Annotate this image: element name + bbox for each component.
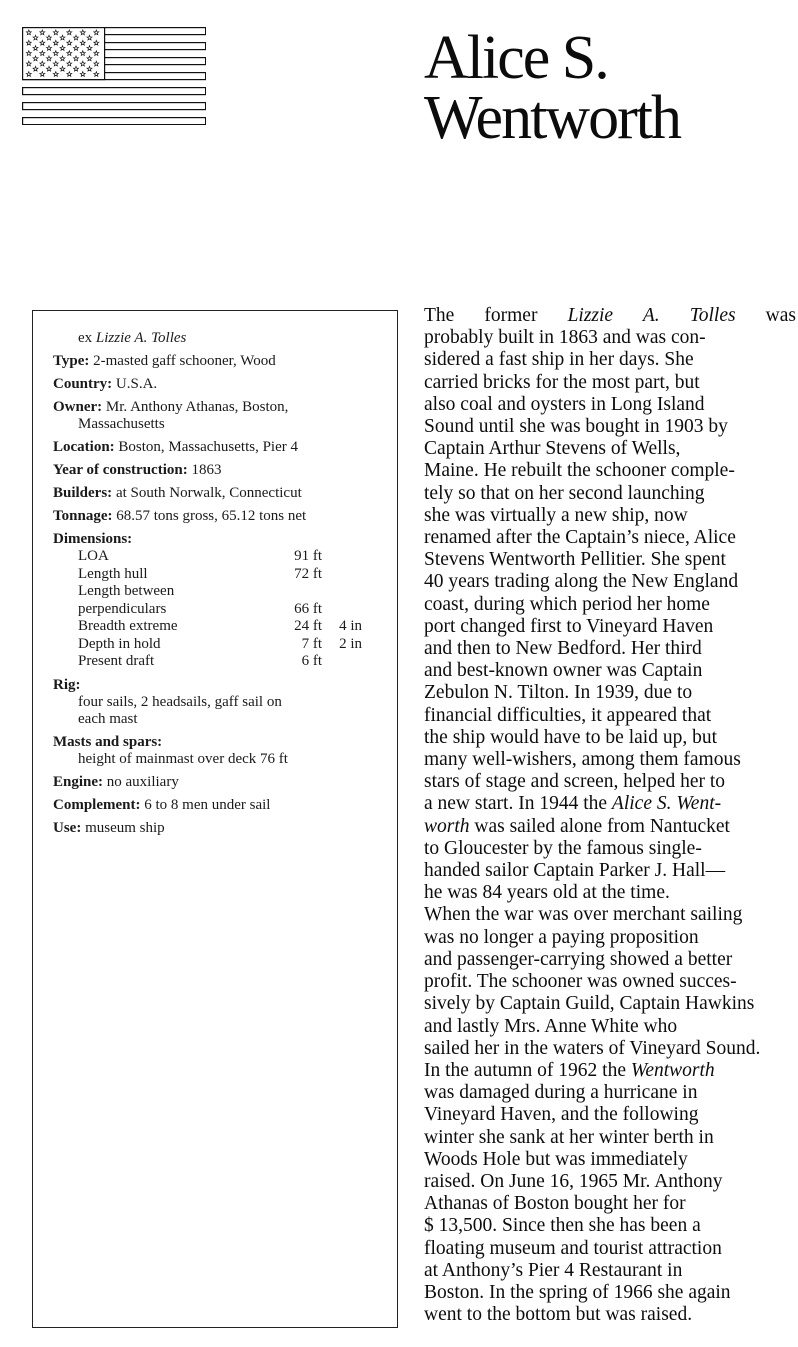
article-line: to Gloucester by the famous single- — [424, 837, 702, 859]
us-flag-icon — [22, 27, 206, 125]
dimension-ft: 91 ft — [294, 548, 322, 564]
dimension-name: Present draft — [78, 653, 155, 669]
dimension-name: Depth in hold — [78, 635, 161, 652]
dimension-in: 2 in — [339, 635, 362, 652]
dimension-in — [322, 566, 362, 584]
article-line: she was virtually a new ship, now — [424, 504, 688, 526]
article-line: Maine. He rebuilt the schooner comple- — [424, 460, 735, 482]
spec-dimensions: Dimensions: LOA 91 ft Length hull 72 ft Length between perpendiculars 66 ft Breadth extreme 24 ft 4 in Depth in hold 7 ft 2 in Present draft 6 ft — [53, 531, 362, 669]
article-line: profit. The schooner was owned succes- — [424, 971, 737, 993]
article-line: many well-wishers, among them famous — [424, 749, 741, 771]
dimension-name: LOA — [78, 548, 109, 564]
dimension-row — [78, 653, 362, 671]
article-line: $ 13,500. Since then she has been a — [424, 1215, 701, 1237]
article-line: at Anthony’s Pier 4 Restaurant in — [424, 1259, 683, 1281]
article-line: winter she sank at her winter berth in — [424, 1126, 714, 1148]
article-line: he was 84 years old at the time. — [424, 882, 670, 904]
former-name: ex Lizzie A. Tolles — [78, 330, 187, 346]
page-title — [424, 24, 680, 152]
article-line: tely so that on her second launching — [424, 482, 705, 504]
spec-type: Type: 2-masted gaff schooner, Wood — [53, 353, 276, 369]
spec-builders: Builders: at South Norwalk, Connecticut — [53, 485, 302, 501]
article-line: Stevens Wentworth Pellitier. She spent — [424, 549, 726, 571]
article-line: renamed after the Captain’s niece, Alice — [424, 527, 736, 549]
dimension-in — [322, 548, 362, 566]
dimension-row — [78, 636, 362, 654]
article-line: handed sailor Captain Parker J. Hall— — [424, 860, 726, 882]
dimension-row — [78, 601, 362, 619]
dimensions-table — [78, 548, 362, 671]
article-line: sailed her in the waters of Vineyard Sound. — [424, 1037, 761, 1059]
article-line: floating museum and tourist attraction — [424, 1237, 722, 1259]
dimension-name: Length hull — [78, 565, 148, 582]
dimension-ft: 7 ft — [301, 635, 322, 652]
article-line: raised. On June 16, 1965 Mr. Anthony — [424, 1170, 723, 1192]
dimension-in — [322, 583, 362, 601]
article-line: and passenger-carrying showed a better — [424, 948, 733, 970]
dimension-ft: 24 ft — [294, 618, 322, 634]
dimension-ft: 6 ft — [301, 653, 322, 669]
dimension-ft — [288, 583, 322, 601]
spec-complement: Complement: 6 to 8 men under sail — [53, 796, 271, 813]
dimension-row — [78, 618, 362, 636]
article-line: When the war was over merchant sailing — [424, 904, 743, 926]
specifications-list — [53, 330, 383, 843]
history-article — [424, 305, 796, 1326]
dimension-name: perpendiculars — [78, 600, 167, 617]
title-line-2: Wentworth — [424, 84, 680, 152]
article-line: Zebulon N. Tilton. In 1939, due to — [424, 682, 693, 704]
dimension-in — [322, 601, 362, 619]
spec-use: Use: museum ship — [53, 819, 165, 836]
dimension-in — [322, 653, 362, 671]
article-line: was damaged during a hurricane in — [424, 1082, 698, 1104]
article-line: probably built in 1863 and was con- — [424, 327, 706, 349]
dimension-row — [78, 566, 362, 584]
article-line: Captain Arthur Stevens of Wells, — [424, 438, 681, 460]
article-line: Sound until she was bought in 1903 by — [424, 416, 728, 438]
dimension-in: 4 in — [339, 618, 362, 634]
spec-country: Country: U.S.A. — [53, 376, 158, 392]
spec-rig: Rig: four sails, 2 headsails, gaff sail on each mast — [53, 676, 282, 727]
article-line: also coal and oysters in Long Island — [424, 393, 705, 415]
article-line: financial difficulties, it appeared that — [424, 704, 712, 726]
article-line: went to the bottom but was raised. — [424, 1304, 693, 1326]
dimension-ft: 72 ft — [294, 565, 322, 582]
spec-owner: Owner: Mr. Anthony Athanas, Boston, Massachusetts — [53, 399, 289, 432]
spec-tonnage: Tonnage: 68.57 tons gross, 65.12 tons net — [53, 508, 307, 524]
article-line: Boston. In the spring of 1966 she again — [424, 1281, 731, 1303]
spec-engine: Engine: no auxiliary — [53, 773, 179, 790]
article-line: Woods Hole but was immediately — [424, 1148, 688, 1170]
article-line: In the autumn of 1962 the Wentworth — [424, 1059, 715, 1081]
article-line: was no longer a paying proposition — [424, 926, 699, 948]
article-line: worth was sailed alone from Nantucket — [424, 815, 730, 837]
article-line: a new start. In 1944 the Alice S. Went- — [424, 793, 722, 815]
article-line: The former Lizzie A. Tolles was — [424, 305, 796, 326]
article-line: 40 years trading along the New England — [424, 571, 739, 593]
article-line: and best-known owner was Captain — [424, 660, 703, 682]
article-line: and lastly Mrs. Anne White who — [424, 1015, 678, 1037]
title-line-1: Alice S. — [424, 24, 608, 92]
article-line: sidered a fast ship in her days. She — [424, 349, 694, 371]
spec-location: Location: Boston, Massachusetts, Pier 4 — [53, 439, 298, 455]
article-line: stars of stage and screen, helped her to — [424, 771, 726, 793]
article-line: the ship would have to be laid up, but — [424, 726, 717, 748]
article-line: Vineyard Haven, and the following — [424, 1104, 699, 1126]
article-line: carried bricks for the most part, but — [424, 371, 700, 393]
dimension-name: Length between — [78, 583, 175, 599]
dimension-name: Breadth extreme — [78, 618, 178, 634]
dimension-ft: 66 ft — [294, 600, 322, 617]
spec-year: Year of construction: 1863 — [53, 462, 222, 478]
article-line: sively by Captain Guild, Captain Hawkins — [424, 993, 755, 1015]
spec-masts: Masts and spars: height of mainmast over deck 76 ft — [53, 733, 288, 767]
article-line: port changed first to Vineyard Haven — [424, 615, 714, 637]
article-line: coast, during which period her home — [424, 593, 710, 615]
dimension-row — [78, 548, 362, 566]
article-line: Athanas of Boston bought her for — [424, 1193, 686, 1215]
article-line: and then to New Bedford. Her third — [424, 638, 702, 660]
dimension-row — [78, 583, 362, 601]
